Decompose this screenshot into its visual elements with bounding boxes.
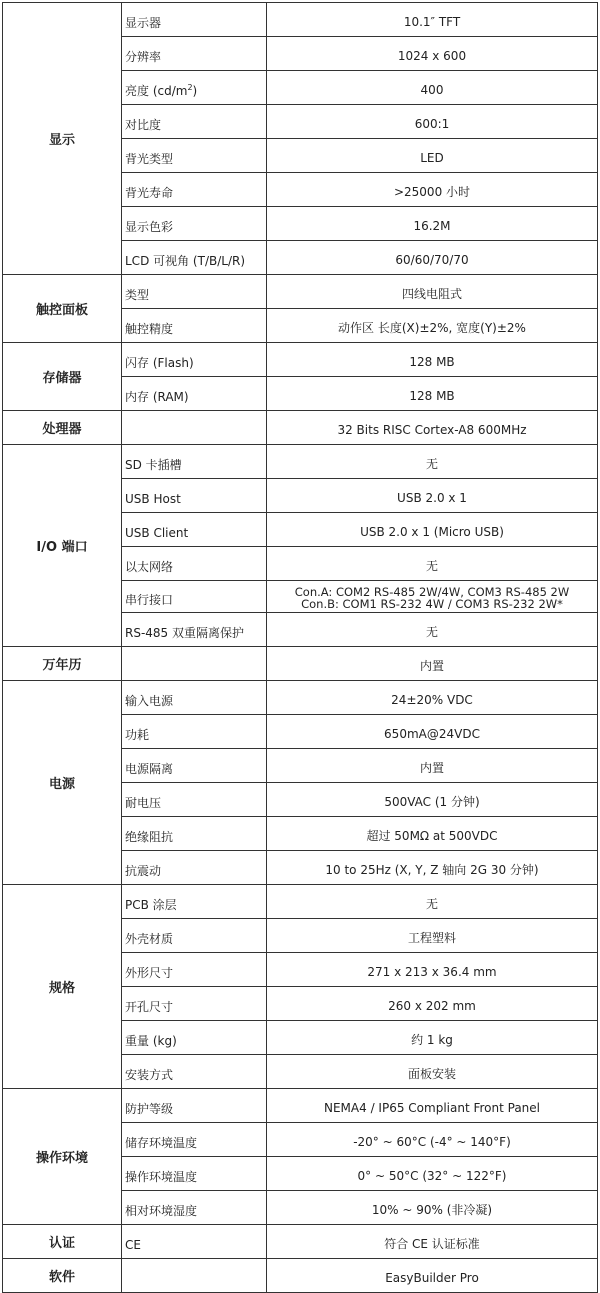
table-row [3,681,598,715]
item-label-cell: 重量 (kg) [122,1021,267,1055]
value-cell: 128 MB [267,343,598,377]
value-cell: 10% ~ 90% (非冷凝) [267,1191,598,1225]
value-cell: 动作区 长度(X)±2%, 宽度(Y)±2% [267,309,598,343]
item-label-cell: 相对环境湿度 [122,1191,267,1225]
value-cell: 16.2M [267,207,598,241]
item-label-cell: 对比度 [122,105,267,139]
value-cell: 60/60/70/70 [267,241,598,275]
item-label-cell: USB Client [122,513,267,547]
item-label-cell: 绝缘阻抗 [122,817,267,851]
category-cell: 显示 [3,3,122,275]
table-row [3,1259,598,1293]
table-row [3,275,598,309]
category-cell: 认证 [3,1225,122,1259]
item-label-cell: 功耗 [122,715,267,749]
value-line: Con.B: COM1 RS-232 4W / COM3 RS-232 2W* [301,596,563,611]
value-cell: 无 [267,445,598,479]
category-cell: I/O 端口 [3,445,122,647]
item-label-cell: 串行接口 [122,581,267,613]
value-cell: 符合 CE 认证标准 [267,1225,598,1259]
item-label-cell: 开孔尺寸 [122,987,267,1021]
value-cell [267,581,598,613]
value-cell: 128 MB [267,377,598,411]
value-cell: 内置 [267,749,598,783]
item-label-cell: 触控精度 [122,309,267,343]
category-cell: 万年历 [3,647,122,681]
item-label-cell: 闪存 (Flash) [122,343,267,377]
item-label-cell [122,71,267,105]
spec-table [2,2,598,1293]
item-label-cell: CE [122,1225,267,1259]
value-cell: LED [267,139,598,173]
item-label-cell: 背光类型 [122,139,267,173]
table-row [3,411,598,445]
value-cell: 无 [267,885,598,919]
item-label-cell: SD 卡插槽 [122,445,267,479]
item-label-cell: LCD 可视角 (T/B/L/R) [122,241,267,275]
value-cell: 工程塑料 [267,919,598,953]
value-cell: USB 2.0 x 1 (Micro USB) [267,513,598,547]
value-cell: 24±20% VDC [267,681,598,715]
item-label-cell: 耐电压 [122,783,267,817]
value-cell: 内置 [267,647,598,681]
value-cell: 260 x 202 mm [267,987,598,1021]
item-label-cell: 显示器 [122,3,267,37]
table-row [3,647,598,681]
item-label-cell: 外壳材质 [122,919,267,953]
item-label-cell: 操作环境温度 [122,1157,267,1191]
item-label-cell: 分辨率 [122,37,267,71]
value-cell: 400 [267,71,598,105]
table-row [3,1225,598,1259]
value-cell: 0° ~ 50°C (32° ~ 122°F) [267,1157,598,1191]
value-cell: 约 1 kg [267,1021,598,1055]
spec-table-body [3,3,598,1293]
item-label-cell [122,411,267,445]
value-cell: 面板安装 [267,1055,598,1089]
item-label-cell: 安装方式 [122,1055,267,1089]
value-cell: USB 2.0 x 1 [267,479,598,513]
item-label-cell: 输入电源 [122,681,267,715]
table-row [3,885,598,919]
item-label-cell: 以太网络 [122,547,267,581]
value-cell: 500VAC (1 分钟) [267,783,598,817]
category-cell: 软件 [3,1259,122,1293]
item-label-cell: PCB 涂层 [122,885,267,919]
item-label-cell: 类型 [122,275,267,309]
value-cell: 无 [267,547,598,581]
value-cell: >25000 小时 [267,173,598,207]
value-cell: 四线电阻式 [267,275,598,309]
value-cell: 无 [267,613,598,647]
category-cell: 触控面板 [3,275,122,343]
value-cell: 10.1″ TFT [267,3,598,37]
item-label-cell: 防护等级 [122,1089,267,1123]
value-cell: 超过 50MΩ at 500VDC [267,817,598,851]
item-label-cell [122,1259,267,1293]
item-label-superscript: 2 [187,83,193,92]
item-label-cell: USB Host [122,479,267,513]
value-cell: 32 Bits RISC Cortex-A8 600MHz [267,411,598,445]
item-label-cell [122,647,267,681]
item-label-cell: 显示色彩 [122,207,267,241]
category-cell: 规格 [3,885,122,1089]
value-cell: -20° ~ 60°C (-4° ~ 140°F) [267,1123,598,1157]
value-line: Con.A: COM2 RS-485 2W/4W, COM3 RS-485 2W [294,584,570,599]
value-cell: NEMA4 / IP65 Compliant Front Panel [267,1089,598,1123]
item-label: 亮度 (cd/m [125,84,188,98]
value-cell: 1024 x 600 [267,37,598,71]
table-row [3,3,598,37]
value-cell: 650mA@24VDC [267,715,598,749]
table-row [3,1089,598,1123]
value-cell: EasyBuilder Pro [267,1259,598,1293]
item-label-cell: 储存环境温度 [122,1123,267,1157]
item-label-cell: 抗震动 [122,851,267,885]
category-cell: 处理器 [3,411,122,445]
item-label-cell: 内存 (RAM) [122,377,267,411]
item-label-cell: 电源隔离 [122,749,267,783]
value-cell: 271 x 213 x 36.4 mm [267,953,598,987]
item-label-suffix: ) [192,84,198,98]
table-row [3,445,598,479]
item-label-cell: 外形尺寸 [122,953,267,987]
spec-sheet [2,2,598,1293]
value-cell: 10 to 25Hz (X, Y, Z 轴向 2G 30 分钟) [267,851,598,885]
category-cell: 操作环境 [3,1089,122,1225]
item-label-cell: RS-485 双重隔离保护 [122,613,267,647]
value-cell: 600:1 [267,105,598,139]
category-cell: 电源 [3,681,122,885]
table-row [3,343,598,377]
category-cell: 存储器 [3,343,122,411]
item-label-cell: 背光寿命 [122,173,267,207]
